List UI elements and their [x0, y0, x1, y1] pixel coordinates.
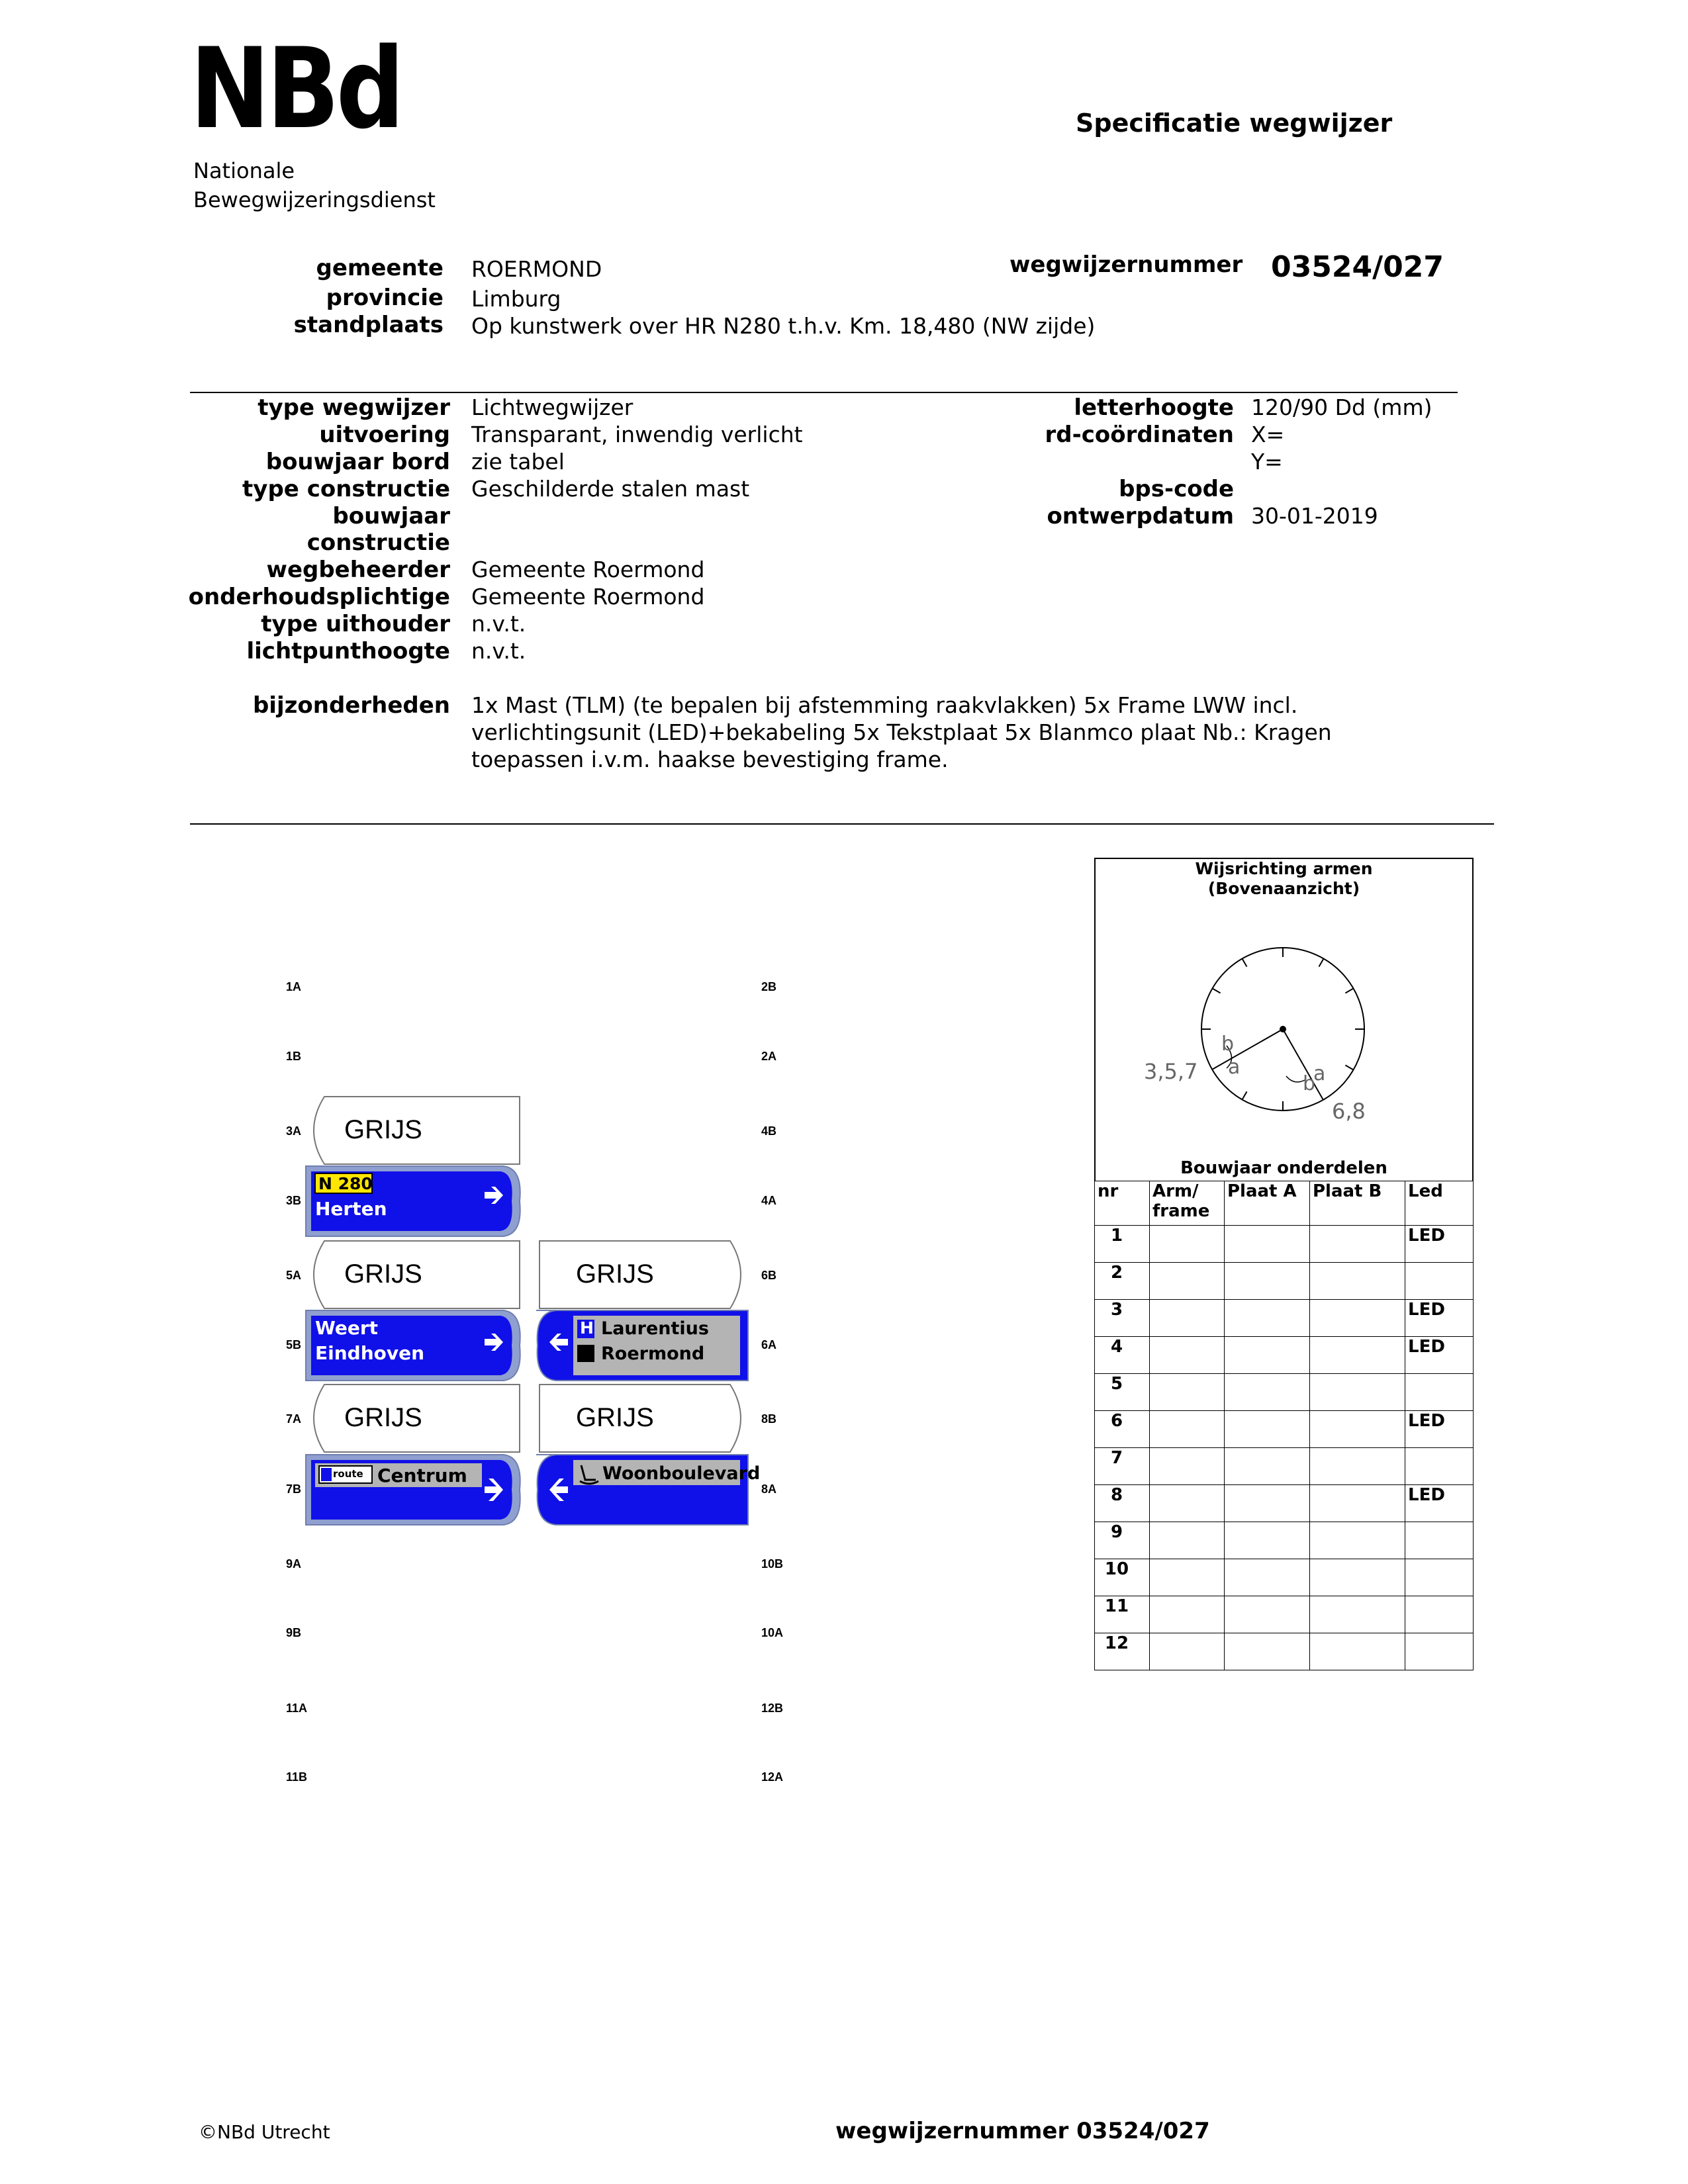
compass-title	[1094, 859, 1474, 899]
sign-6a-icon-label: H	[580, 1318, 594, 1338]
row-plaat-b	[1310, 1411, 1405, 1448]
provincie-label: provincie	[326, 285, 444, 311]
row-nr: 2	[1095, 1263, 1150, 1300]
plate-3a-text: GRIJS	[344, 1115, 422, 1144]
panel-label-10b: 10B	[761, 1557, 784, 1570]
sign-3b-destination: Herten	[315, 1198, 387, 1220]
col-header-arm	[1150, 1181, 1225, 1226]
table-header-row	[1095, 1181, 1474, 1226]
col-header-arm-1: Arm/	[1152, 1181, 1199, 1201]
row-plaat-a	[1225, 1374, 1310, 1411]
sign-3b-route: N 280	[318, 1174, 373, 1193]
row-led	[1405, 1522, 1474, 1559]
row-nr: 6	[1095, 1411, 1150, 1448]
table-row	[1095, 1522, 1474, 1559]
panel-label-2a: 2A	[761, 1050, 777, 1063]
row-nr: 9	[1095, 1522, 1150, 1559]
wegbeheerder-label: wegbeheerder	[266, 557, 450, 583]
nbd-logo: NBd	[190, 24, 401, 154]
type-wegwijzer-label: type wegwijzer	[258, 394, 450, 421]
row-arm	[1150, 1596, 1225, 1633]
row-arm	[1150, 1411, 1225, 1448]
row-plaat-b	[1310, 1263, 1405, 1300]
row-nr: 11	[1095, 1596, 1150, 1633]
panel-label-1a: 1A	[286, 980, 302, 993]
lichtpunthoogte-label: lichtpunthoogte	[246, 638, 450, 664]
plate-7a-text: GRIJS	[344, 1403, 422, 1432]
bouwjaar-bord-value: zie tabel	[471, 449, 565, 475]
col-header-arm-2: frame	[1152, 1201, 1210, 1221]
rd-x-value: X=	[1251, 422, 1285, 447]
row-arm	[1150, 1300, 1225, 1337]
row-led	[1405, 1633, 1474, 1670]
sign-5b-destination-1: Weert	[315, 1317, 379, 1339]
row-arm	[1150, 1448, 1225, 1485]
row-led	[1405, 1374, 1474, 1411]
rd-coordinaten-label: rd-coördinaten	[1045, 422, 1234, 448]
table-row	[1095, 1596, 1474, 1633]
lichtpunthoogte-value: n.v.t.	[471, 638, 526, 664]
ontwerpdatum-label: ontwerpdatum	[1047, 503, 1234, 529]
gemeente-label: gemeente	[316, 255, 444, 281]
panel-label-11b: 11B	[286, 1770, 308, 1784]
angle-label-b-left: b	[1221, 1032, 1235, 1056]
bijzonderheden-line-1: 1x Mast (TLM) (te bepalen bij afstemming raakvlakken) 5x Frame LWW incl.	[471, 692, 1298, 718]
row-plaat-b	[1310, 1485, 1405, 1522]
row-plaat-b	[1310, 1559, 1405, 1596]
panel-label-7a: 7A	[286, 1412, 302, 1426]
bouwjaar-title: Bouwjaar onderdelen	[1180, 1158, 1387, 1178]
uitvoering-value: Transparant, inwendig verlicht	[471, 422, 803, 447]
bouwjaar-constructie-label-2: constructie	[306, 529, 450, 556]
row-nr: 7	[1095, 1448, 1150, 1485]
row-arm	[1150, 1263, 1225, 1300]
row-led	[1405, 1596, 1474, 1633]
sign-6a-destination-1: Laurentius	[601, 1318, 709, 1339]
row-arm	[1150, 1633, 1225, 1670]
panel-label-12b: 12B	[761, 1702, 784, 1715]
row-led: LED	[1405, 1411, 1474, 1448]
table-row	[1095, 1226, 1474, 1263]
letterhoogte-label: letterhoogte	[1074, 394, 1234, 421]
row-plaat-a	[1225, 1485, 1310, 1522]
row-plaat-a	[1225, 1596, 1310, 1633]
panel-label-7b: 7B	[286, 1482, 302, 1496]
ontwerpdatum-value: 30-01-2019	[1251, 503, 1378, 529]
row-nr: 4	[1095, 1337, 1150, 1374]
row-arm	[1150, 1374, 1225, 1411]
row-plaat-b	[1310, 1522, 1405, 1559]
table-row	[1095, 1374, 1474, 1411]
angle-label-a-left: a	[1228, 1056, 1241, 1079]
provincie-value: Limburg	[471, 286, 561, 312]
row-arm	[1150, 1226, 1225, 1263]
standplaats-label: standplaats	[293, 312, 444, 338]
logo-line-1: Nationale	[193, 158, 295, 183]
rd-y-value: Y=	[1251, 449, 1283, 475]
panel-label-1b: 1B	[286, 1050, 302, 1063]
row-plaat-b	[1310, 1596, 1405, 1633]
row-led: LED	[1405, 1337, 1474, 1374]
wegwijzernummer-value: 03524/027	[1271, 250, 1444, 284]
page-title: Specificatie wegwijzer	[1076, 109, 1393, 138]
gemeente-value: ROERMOND	[471, 256, 602, 282]
table-row	[1095, 1633, 1474, 1670]
row-plaat-a	[1225, 1300, 1310, 1337]
panel-label-3a: 3A	[286, 1124, 302, 1138]
type-wegwijzer-value: Lichtwegwijzer	[471, 394, 633, 420]
plate-5a-text: GRIJS	[344, 1259, 422, 1289]
bps-code-label: bps-code	[1119, 476, 1234, 502]
row-led	[1405, 1263, 1474, 1300]
table-row	[1095, 1559, 1474, 1596]
table-row	[1095, 1300, 1474, 1337]
row-arm	[1150, 1559, 1225, 1596]
row-nr: 12	[1095, 1633, 1150, 1670]
standplaats-value: Op kunstwerk over HR N280 t.h.v. Km. 18,480 (NW zijde)	[471, 313, 1096, 339]
type-constructie-value: Geschilderde stalen mast	[471, 476, 750, 502]
bijzonderheden-label: bijzonderheden	[252, 692, 450, 719]
row-nr: 8	[1095, 1485, 1150, 1522]
panel-label-10a: 10A	[761, 1626, 784, 1639]
row-led	[1405, 1448, 1474, 1485]
col-header-led: Led	[1405, 1181, 1474, 1226]
footer-copyright: ©NBd Utrecht	[199, 2121, 330, 2143]
letterhoogte-value: 120/90 Dd (mm)	[1251, 394, 1432, 420]
row-plaat-a	[1225, 1411, 1310, 1448]
table-row	[1095, 1448, 1474, 1485]
panel-label-4b: 4B	[761, 1124, 777, 1138]
plate-8b-text: GRIJS	[576, 1403, 654, 1432]
row-plaat-a	[1225, 1263, 1310, 1300]
onderhoudsplichtige-label: onderhoudsplichtige	[188, 584, 450, 610]
sign-6a-destination-2: Roermond	[601, 1343, 705, 1364]
onderhoudsplichtige-value: Gemeente Roermond	[471, 584, 705, 610]
row-plaat-b	[1310, 1448, 1405, 1485]
uitvoering-label: uitvoering	[319, 422, 450, 448]
row-plaat-a	[1225, 1337, 1310, 1374]
panel-label-4a: 4A	[761, 1194, 777, 1207]
panel-label-9a: 9A	[286, 1557, 302, 1570]
row-nr: 3	[1095, 1300, 1150, 1337]
row-nr: 5	[1095, 1374, 1150, 1411]
wegbeheerder-value: Gemeente Roermond	[471, 557, 705, 582]
panel-label-6b: 6B	[761, 1269, 777, 1282]
panel-label-2b: 2B	[761, 980, 777, 993]
row-plaat-a	[1225, 1522, 1310, 1559]
table-row	[1095, 1411, 1474, 1448]
panel-label-5a: 5A	[286, 1269, 302, 1282]
building-icon	[577, 1345, 594, 1362]
panel-label-9b: 9B	[286, 1626, 302, 1639]
sign-8a-destination: Woonboulevard	[602, 1463, 761, 1484]
row-led	[1405, 1559, 1474, 1596]
footer-wegwijzernummer: wegwijzernummer 03524/027	[835, 2118, 1210, 2144]
bouwjaar-constructie-label-1: bouwjaar	[332, 503, 450, 529]
row-plaat-b	[1310, 1226, 1405, 1263]
row-led: LED	[1405, 1300, 1474, 1337]
panel-label-5b: 5B	[286, 1338, 302, 1351]
compass-title-line-1: Wijsrichting armen	[1195, 859, 1373, 878]
row-plaat-a	[1225, 1633, 1310, 1670]
sign-7b-destination: Centrum	[377, 1465, 467, 1486]
row-arm	[1150, 1522, 1225, 1559]
row-nr: 10	[1095, 1559, 1150, 1596]
type-uithouder-label: type uithouder	[261, 611, 450, 637]
row-plaat-b	[1310, 1300, 1405, 1337]
angle-label-b-right: b	[1303, 1072, 1316, 1095]
bijzonderheden-line-3: toepassen i.v.m. haakse bevestiging frame.	[471, 747, 949, 772]
wegwijzernummer-label: wegwijzernummer	[1009, 251, 1243, 278]
compass-label-right: 6,8	[1332, 1099, 1366, 1124]
row-plaat-a	[1225, 1226, 1310, 1263]
table-row	[1095, 1485, 1474, 1522]
row-plaat-a	[1225, 1448, 1310, 1485]
row-plaat-b	[1310, 1374, 1405, 1411]
compass-title-line-2: (Bovenaanzicht)	[1207, 879, 1360, 898]
row-nr: 1	[1095, 1226, 1150, 1263]
panel-label-6a: 6A	[761, 1338, 777, 1351]
col-header-nr: nr	[1095, 1181, 1150, 1226]
row-plaat-b	[1310, 1337, 1405, 1374]
type-constructie-label: type constructie	[242, 476, 450, 502]
sign-7b-route-label: route	[333, 1468, 363, 1480]
col-header-plaat-b: Plaat B	[1310, 1181, 1405, 1226]
bouwjaar-bord-label: bouwjaar bord	[265, 449, 450, 475]
angle-label-a-right: a	[1313, 1062, 1326, 1085]
panel-label-8a: 8A	[761, 1482, 777, 1496]
logo-line-2: Bewegwijzeringsdienst	[193, 187, 436, 212]
row-plaat-a	[1225, 1559, 1310, 1596]
panel-label-12a: 12A	[761, 1770, 784, 1784]
compass-label-left: 3,5,7	[1144, 1059, 1198, 1084]
table-row	[1095, 1263, 1474, 1300]
type-uithouder-value: n.v.t.	[471, 611, 526, 637]
plate-6b-text: GRIJS	[576, 1259, 654, 1289]
panel-label-3b: 3B	[286, 1194, 302, 1207]
row-led: LED	[1405, 1485, 1474, 1522]
compass-dial	[1094, 927, 1474, 1145]
bijzonderheden-line-2: verlichtingsunit (LED)+bekabeling 5x Tekstplaat 5x Blanmco plaat Nb.: Kragen	[471, 719, 1332, 745]
row-arm	[1150, 1485, 1225, 1522]
row-plaat-b	[1310, 1633, 1405, 1670]
panel-label-8b: 8B	[761, 1412, 777, 1426]
row-arm	[1150, 1337, 1225, 1374]
row-led: LED	[1405, 1226, 1474, 1263]
panel-label-11a: 11A	[286, 1702, 308, 1715]
table-row	[1095, 1337, 1474, 1374]
sign-5b-destination-2: Eindhoven	[315, 1342, 425, 1364]
bouwjaar-table	[1094, 1181, 1474, 1670]
col-header-plaat-a: Plaat A	[1225, 1181, 1310, 1226]
